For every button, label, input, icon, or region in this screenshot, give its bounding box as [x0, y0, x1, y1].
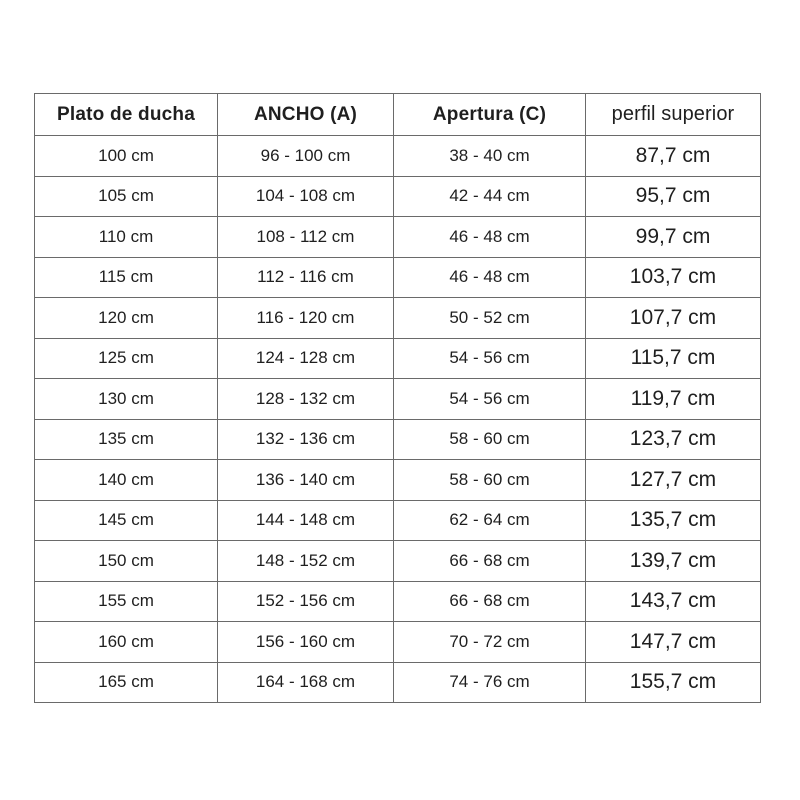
- table-row: [35, 419, 761, 460]
- table-cell: 58 - 60 cm: [394, 419, 586, 460]
- table-cell: 160 cm: [35, 622, 218, 663]
- table-cell: 143,7 cm: [586, 581, 761, 622]
- table-cell: 54 - 56 cm: [394, 338, 586, 379]
- table-row: [35, 662, 761, 703]
- table-cell: 145 cm: [35, 500, 218, 541]
- table-cell: 62 - 64 cm: [394, 500, 586, 541]
- table-cell: 123,7 cm: [586, 419, 761, 460]
- table-row: [35, 257, 761, 298]
- table-row: [35, 176, 761, 217]
- table-cell: 165 cm: [35, 662, 218, 703]
- column-header-plato-de-ducha: Plato de ducha: [35, 94, 218, 136]
- table-row: [35, 500, 761, 541]
- table-cell: 155 cm: [35, 581, 218, 622]
- table-row: [35, 541, 761, 582]
- column-header-ancho: ANCHO (A): [218, 94, 394, 136]
- table-cell: 150 cm: [35, 541, 218, 582]
- table-cell: 110 cm: [35, 217, 218, 258]
- table-cell: 148 - 152 cm: [218, 541, 394, 582]
- table-row: [35, 298, 761, 339]
- table-cell: 87,7 cm: [586, 136, 761, 177]
- table-row: [35, 338, 761, 379]
- table-cell: 140 cm: [35, 460, 218, 501]
- table-header-row: [35, 94, 761, 136]
- table-cell: 119,7 cm: [586, 379, 761, 420]
- table-cell: 103,7 cm: [586, 257, 761, 298]
- table-cell: 96 - 100 cm: [218, 136, 394, 177]
- table-cell: 66 - 68 cm: [394, 581, 586, 622]
- table-cell: 156 - 160 cm: [218, 622, 394, 663]
- table-cell: 135 cm: [35, 419, 218, 460]
- table-cell: 164 - 168 cm: [218, 662, 394, 703]
- table-cell: 115 cm: [35, 257, 218, 298]
- table-row: [35, 581, 761, 622]
- table-cell: 107,7 cm: [586, 298, 761, 339]
- column-header-perfil-superior: perfil superior: [586, 94, 761, 136]
- table-cell: 108 - 112 cm: [218, 217, 394, 258]
- table-cell: 147,7 cm: [586, 622, 761, 663]
- table-row: [35, 622, 761, 663]
- table-cell: 46 - 48 cm: [394, 257, 586, 298]
- table-cell: 74 - 76 cm: [394, 662, 586, 703]
- table-cell: 54 - 56 cm: [394, 379, 586, 420]
- table-cell: 70 - 72 cm: [394, 622, 586, 663]
- table-cell: 139,7 cm: [586, 541, 761, 582]
- table-cell: 95,7 cm: [586, 176, 761, 217]
- table-cell: 58 - 60 cm: [394, 460, 586, 501]
- table-cell: 105 cm: [35, 176, 218, 217]
- shower-tray-size-table: [34, 93, 761, 703]
- table-cell: 66 - 68 cm: [394, 541, 586, 582]
- table-cell: 46 - 48 cm: [394, 217, 586, 258]
- table-row: [35, 136, 761, 177]
- table-cell: 127,7 cm: [586, 460, 761, 501]
- table-cell: 155,7 cm: [586, 662, 761, 703]
- table-row: [35, 379, 761, 420]
- table-row: [35, 217, 761, 258]
- table-cell: 136 - 140 cm: [218, 460, 394, 501]
- table-cell: 135,7 cm: [586, 500, 761, 541]
- table-cell: 124 - 128 cm: [218, 338, 394, 379]
- column-header-apertura: Apertura (C): [394, 94, 586, 136]
- table-cell: 50 - 52 cm: [394, 298, 586, 339]
- table-cell: 125 cm: [35, 338, 218, 379]
- table-cell: 112 - 116 cm: [218, 257, 394, 298]
- table-cell: 38 - 40 cm: [394, 136, 586, 177]
- table-cell: 130 cm: [35, 379, 218, 420]
- table-cell: 115,7 cm: [586, 338, 761, 379]
- table-cell: 116 - 120 cm: [218, 298, 394, 339]
- table-cell: 152 - 156 cm: [218, 581, 394, 622]
- table-row: [35, 460, 761, 501]
- table-cell: 128 - 132 cm: [218, 379, 394, 420]
- table-cell: 42 - 44 cm: [394, 176, 586, 217]
- table-cell: 132 - 136 cm: [218, 419, 394, 460]
- table-cell: 100 cm: [35, 136, 218, 177]
- table-cell: 104 - 108 cm: [218, 176, 394, 217]
- table-cell: 99,7 cm: [586, 217, 761, 258]
- table-cell: 144 - 148 cm: [218, 500, 394, 541]
- table-cell: 120 cm: [35, 298, 218, 339]
